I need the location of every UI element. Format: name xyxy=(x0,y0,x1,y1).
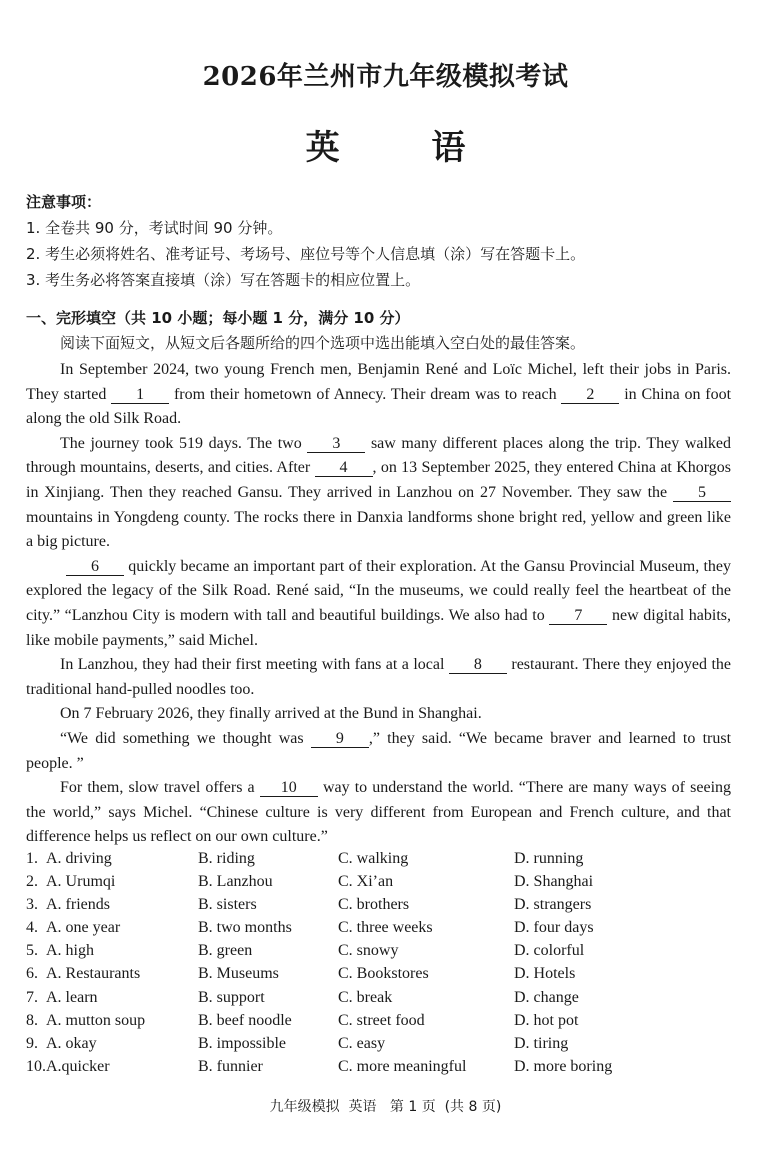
option-number: 4. xyxy=(26,919,38,937)
option-b: B. Museums xyxy=(198,965,279,983)
passage-paragraph-5: On 7 February 2026, they finally arrived at the Bund in Shanghai. xyxy=(60,705,482,723)
option-b: B. two months xyxy=(198,919,292,937)
section-heading: 一、完形填空（共 10 小题；每小题 1 分，满分 10 分） xyxy=(26,309,410,327)
option-row xyxy=(26,847,726,870)
option-number: 1. xyxy=(26,850,38,867)
option-row xyxy=(26,870,726,893)
passage-paragraph-7: For them, slow travel offers a 10 way to understand the world. “There are many ways of seeing the world,” says Michel. “Chinese culture is very different from European and French culture, and that difference helps us reflect on our own culture.” xyxy=(26,779,732,846)
option-row xyxy=(26,962,726,985)
option-row xyxy=(26,1032,726,1055)
subject-title: 英 语 xyxy=(305,128,506,168)
option-d: D. hot pot xyxy=(514,1011,579,1029)
option-b: B. green xyxy=(198,942,253,960)
option-c: C. Bookstores xyxy=(338,965,429,983)
option-b: B. beef noodle xyxy=(198,1011,292,1029)
options-list xyxy=(26,847,726,1078)
option-row xyxy=(26,893,726,916)
option-c: C. street food xyxy=(338,1011,425,1029)
option-b: B. impossible xyxy=(198,1034,287,1052)
option-row xyxy=(26,916,726,939)
blank-3: 3 xyxy=(307,436,365,453)
note-item-2: 2. 考生必须将姓名、准考证号、考场号、座位号等个人信息填（涂）写在答题卡上。 xyxy=(26,245,586,263)
option-b: B. sisters xyxy=(198,896,257,914)
page-footer: 九年级模拟 英语 第 1 页 (共 8 页) xyxy=(269,1099,502,1115)
option-a: A. okay xyxy=(46,1034,97,1052)
option-number: 8. xyxy=(26,1011,38,1029)
option-b: B. support xyxy=(198,988,265,1006)
blank-5: 5 xyxy=(673,485,731,502)
option-b: B. funnier xyxy=(198,1057,263,1075)
blank-9: 9 xyxy=(311,731,369,748)
note-item-3: 3. 考生务必将答案直接填（涂）写在答题卡的相应位置上。 xyxy=(26,271,421,289)
option-a: A.quicker xyxy=(46,1057,110,1075)
option-row xyxy=(26,1055,726,1078)
option-c: C. brothers xyxy=(338,896,410,914)
option-c: C. easy xyxy=(338,1034,386,1052)
blank-6: 6 xyxy=(66,559,124,576)
option-number: 2. xyxy=(26,873,38,891)
option-c: C. snowy xyxy=(338,942,399,960)
option-b: B. Lanzhou xyxy=(198,873,273,891)
option-number: 5. xyxy=(26,942,38,960)
option-number: 10. xyxy=(26,1057,46,1075)
cloze-section xyxy=(26,306,731,850)
blank-10: 10 xyxy=(260,780,318,797)
notes-block xyxy=(26,189,731,293)
option-a: A. Restaurants xyxy=(46,965,141,983)
option-row xyxy=(26,986,726,1009)
passage-paragraph-2: The journey took 519 days. The two 3 saw many different places along the trip. They walked through mountains, deserts, and cities. After 4 , on 13 September 2025, they entered China at Khorgos in Xinjiang. Then they reached Gansu. They arrived in Lanzhou on 27 November. They saw the 5 mountains in Yongdeng county. The rocks there in Danxia landforms shone bright red, yellow and green like a big picture. xyxy=(26,434,732,551)
option-b: B. riding xyxy=(198,850,255,867)
option-c: C. three weeks xyxy=(338,919,433,937)
passage-paragraph-3: 6 quickly became an important part of their exploration. At the Gansu Provincial Museum, they explored the legacy of the Silk Road. René said, “In the museums, we could really feel the heartbeat of the city.” “Lanzhou City is modern with tall and beautiful buildings. We also had to 7 new digital habits, like mobile payments,” said Michel. xyxy=(26,557,732,649)
option-d: D. running xyxy=(514,850,584,867)
blank-2: 2 xyxy=(561,387,619,404)
blank-4: 4 xyxy=(315,460,373,477)
option-a: A. one year xyxy=(46,919,121,937)
notes-heading: 注意事项： xyxy=(26,193,102,211)
option-a: A. Urumqi xyxy=(46,873,116,891)
option-d: D. Shanghai xyxy=(514,873,594,891)
option-number: 9. xyxy=(26,1034,38,1052)
option-d: D. four days xyxy=(514,919,594,937)
exam-title: 2026年兰州市九年级模拟考试 xyxy=(202,62,569,92)
note-item-1: 1. 全卷共 90 分，考试时间 90 分钟。 xyxy=(26,219,283,237)
option-d: D. change xyxy=(514,988,579,1006)
passage-paragraph-4: In Lanzhou, they had their first meeting with fans at a local 8 restaurant. There they enjoyed the traditional hand-pulled noodles too. xyxy=(26,656,732,698)
option-a: A. mutton soup xyxy=(46,1011,146,1029)
option-d: D. colorful xyxy=(514,942,585,960)
passage-paragraph-6: “We did something we thought was 9 ,” they said. “We became braver and learned to trust people. ” xyxy=(26,729,732,772)
section-instruction: 阅读下面短文，从短文后各题所给的四个选项中选出能填入空白处的最佳答案。 xyxy=(60,334,586,352)
option-number: 7. xyxy=(26,988,38,1006)
passage-paragraph-1: In September 2024, two young French men, Benjamin René and Loïc Michel, left their jobs in Paris. They started 1 from their hometown of Annecy. Their dream was to reach 2 in China on foot along the old Silk Road. xyxy=(26,361,732,428)
option-row xyxy=(26,1009,726,1032)
option-a: A. friends xyxy=(46,896,110,914)
option-c: C. walking xyxy=(338,850,409,867)
option-number: 6. xyxy=(26,965,38,983)
option-row xyxy=(26,939,726,962)
option-a: A. high xyxy=(46,942,94,960)
option-d: D. Hotels xyxy=(514,965,576,983)
option-number: 3. xyxy=(26,896,38,914)
option-c: C. more meaningful xyxy=(338,1057,467,1075)
blank-8: 8 xyxy=(449,657,507,674)
option-a: A. learn xyxy=(46,988,98,1006)
option-c: C. break xyxy=(338,988,393,1006)
blank-1: 1 xyxy=(111,387,169,404)
cloze-passage xyxy=(26,358,731,850)
blank-7: 7 xyxy=(549,608,607,625)
option-d: D. strangers xyxy=(514,896,592,914)
option-d: D. tiring xyxy=(514,1034,569,1052)
option-c: C. Xi’an xyxy=(338,873,394,891)
option-d: D. more boring xyxy=(514,1057,613,1075)
option-a: A. driving xyxy=(46,850,112,867)
